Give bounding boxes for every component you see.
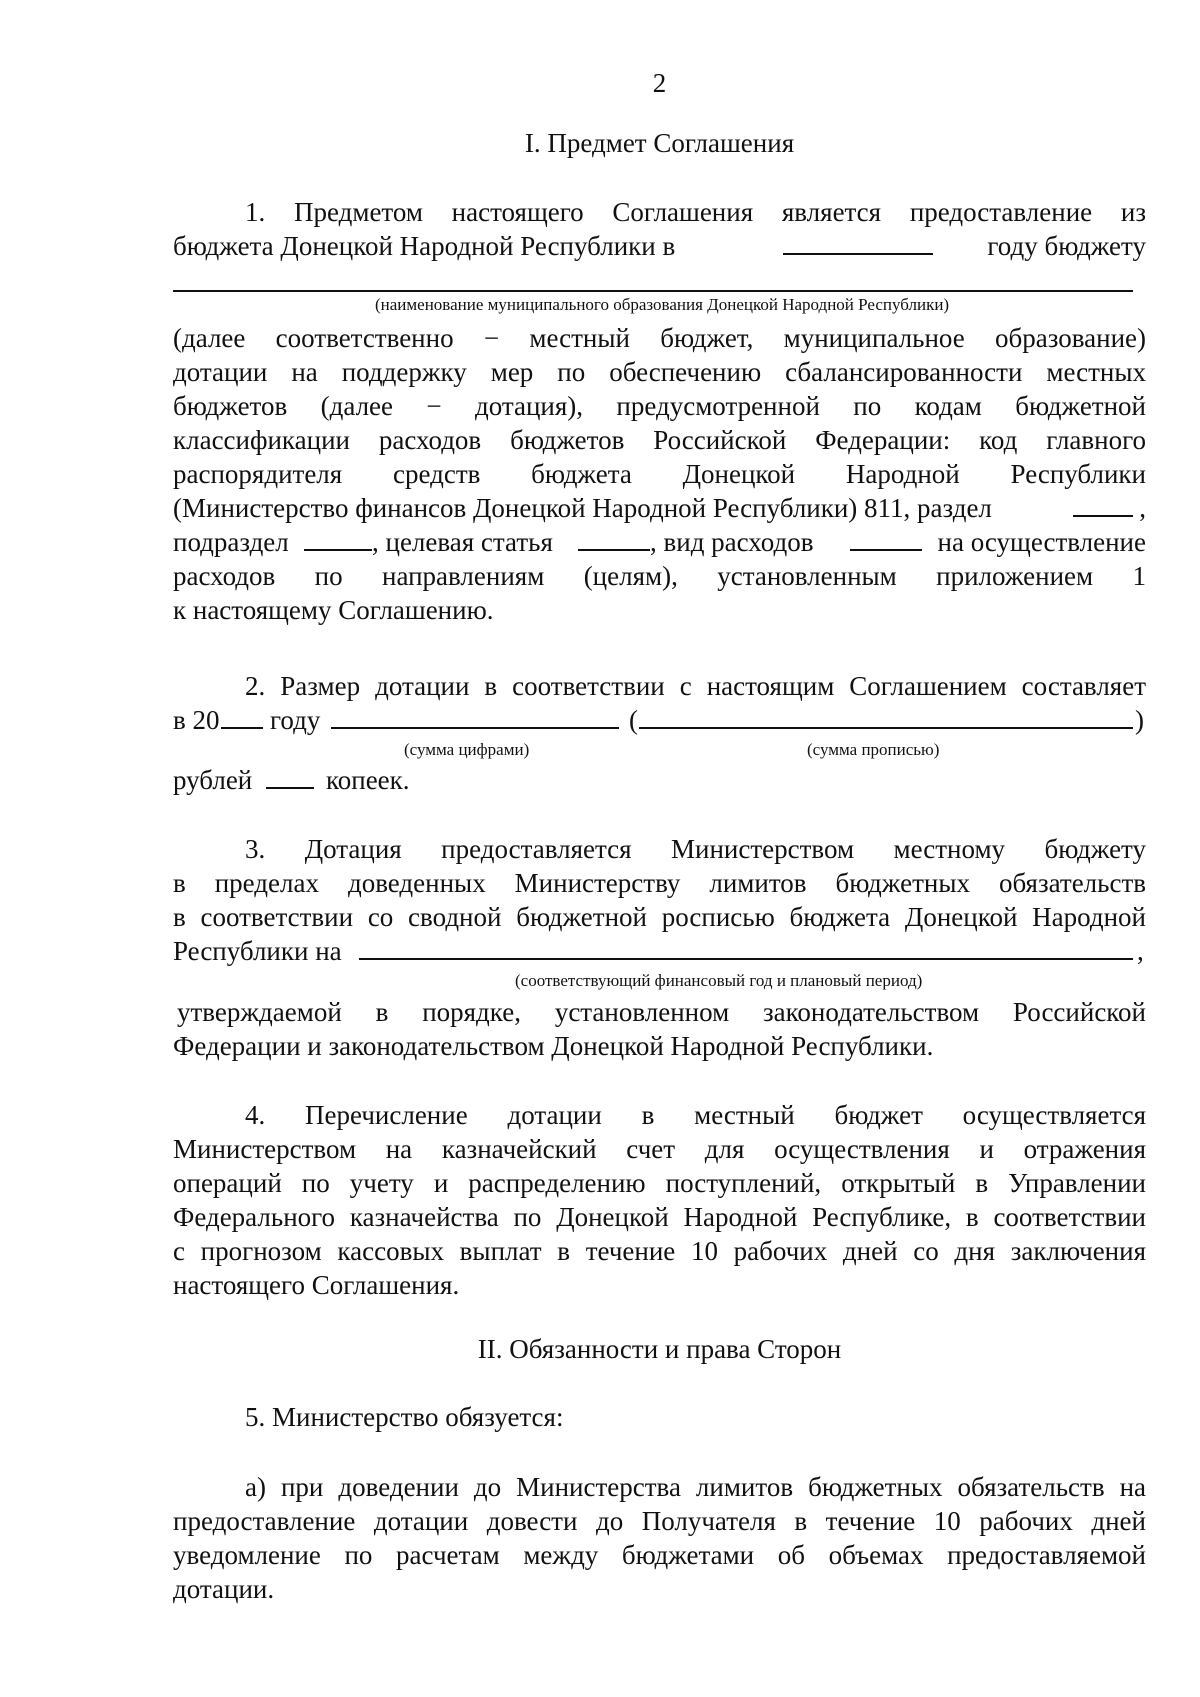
p2-line-3	[173, 763, 1146, 797]
rubles-label: рублей	[173, 765, 253, 795]
kopecks-label: копеек.	[326, 765, 410, 795]
p1-line-3: (далее соответственно − местный бюджет, муниципальное образование)	[173, 323, 1146, 353]
pa-line-1: а) при доведении до Министерства лимитов бюджетных обязательств на	[245, 1472, 1146, 1502]
municipality-name-blank	[173, 290, 1133, 292]
p4-line-2: Министерством на казначейский счет для осуществления и отражения	[173, 1134, 1146, 1164]
p3-line-4-comma: ,	[1137, 936, 1144, 966]
p3-line-5: утверждаемой в порядке, установленном законодательством Российской	[177, 997, 1146, 1027]
p2-year-word: году	[270, 705, 321, 735]
p1-line-8-text: (Министерство финансов Донецкой Народной Республики) 811, раздел	[173, 493, 992, 523]
p3-line-4	[173, 934, 1146, 968]
pa-line-2: предоставление дотации довести до Получателя в течение 10 рабочих дней	[173, 1506, 1146, 1536]
p3-line-4-text: Республики на	[173, 936, 342, 966]
amount-words-blank	[639, 703, 1133, 729]
p1-line-2	[173, 229, 1146, 263]
p4-line-3: операций по учету и распределению поступлений, открытый в Управлении	[173, 1168, 1146, 1198]
p3-line-6: Федерации и законодательством Донецкой Народной Республики.	[173, 1031, 934, 1061]
expense-type-label: , вид расходов	[650, 527, 814, 557]
p1-line-9	[173, 525, 1146, 559]
p1-line-9-tail: на осуществление	[937, 527, 1146, 557]
section-2-heading: II. Обязанности и права Сторон	[477, 1334, 842, 1364]
fiscal-period-caption: (соответствующий финансовый год и плановый период)	[515, 971, 923, 990]
p1-line-7: распорядителя средств бюджета Донецкой Народной Республики	[173, 459, 1146, 489]
pa-line-3: уведомление по расчетам между бюджетами об объемах предоставляемой	[173, 1540, 1146, 1570]
p2-line-1: 2. Размер дотации в соответствии с настоящим Соглашением составляет	[245, 671, 1146, 701]
kopecks-blank	[266, 763, 314, 789]
p1-line-8	[173, 491, 1146, 525]
p1-line-2-text-a: бюджета Донецкой Народной Республики в	[173, 231, 676, 261]
p4-line-6: настоящего Соглашения.	[173, 1270, 460, 1300]
p1-line-10: расходов по направлениям (целям), установленным приложением 1	[173, 561, 1146, 591]
target-article-label: , целевая статья	[372, 527, 553, 557]
page-number: 2	[652, 68, 667, 98]
p1-line-5: бюджетов (далее − дотация), предусмотренной по кодам бюджетной	[173, 391, 1146, 421]
p2-year-prefix: в 20	[173, 705, 220, 735]
p1-line-2-text-b: году бюджету	[987, 231, 1146, 261]
section-1-heading: I. Предмет Соглашения	[524, 128, 795, 158]
pa-line-4: дотации.	[173, 1574, 275, 1604]
p1-line-4: дотации на поддержку мер по обеспечению сбалансированности местных	[173, 357, 1146, 387]
section-code-blank	[1073, 491, 1133, 517]
p4-line-1: 4. Перечисление дотации в местный бюджет осуществляется	[245, 1100, 1146, 1130]
year-blank	[783, 229, 933, 255]
fiscal-period-blank	[359, 934, 1133, 960]
amount-digits-caption: (сумма цифрами)	[404, 740, 530, 759]
p2-line-2	[173, 703, 1146, 737]
amount-digits-blank	[331, 703, 619, 729]
close-paren: )	[1135, 705, 1144, 735]
p1-line-1: 1. Предметом настоящего Соглашения является предоставление из	[245, 197, 1146, 227]
p3-line-3: в соответствии со сводной бюджетной росписью бюджета Донецкой Народной	[173, 902, 1146, 932]
p1-line-6: классификации расходов бюджетов Российской Федерации: код главного	[173, 425, 1146, 455]
p4-line-4: Федерального казначейства по Донецкой Народной Республике, в соответствии	[173, 1202, 1146, 1232]
p3-line-2: в пределах доведенных Министерству лимитов бюджетных обязательств	[173, 868, 1146, 898]
municipality-caption: (наименование муниципального образования Донецкой Народной Республики)	[375, 295, 950, 314]
expense-type-blank	[850, 525, 922, 551]
p3-line-1: 3. Дотация предоставляется Министерством местному бюджету	[245, 834, 1146, 864]
subsection-label: подраздел	[173, 527, 289, 557]
p1-line-8-comma: ,	[1139, 493, 1146, 523]
p1-line-11: к настоящему Соглашению.	[173, 595, 494, 625]
year-suffix-blank	[221, 703, 263, 729]
target-article-blank	[578, 525, 650, 551]
open-paren: (	[629, 705, 638, 735]
amount-words-caption: (сумма прописью)	[807, 740, 940, 759]
p4-line-5: с прогнозом кассовых выплат в течение 10 рабочих дней со дня заключения	[173, 1236, 1146, 1266]
subsection-blank	[304, 525, 372, 551]
p5-line: 5. Министерство обязуется:	[245, 1402, 564, 1432]
